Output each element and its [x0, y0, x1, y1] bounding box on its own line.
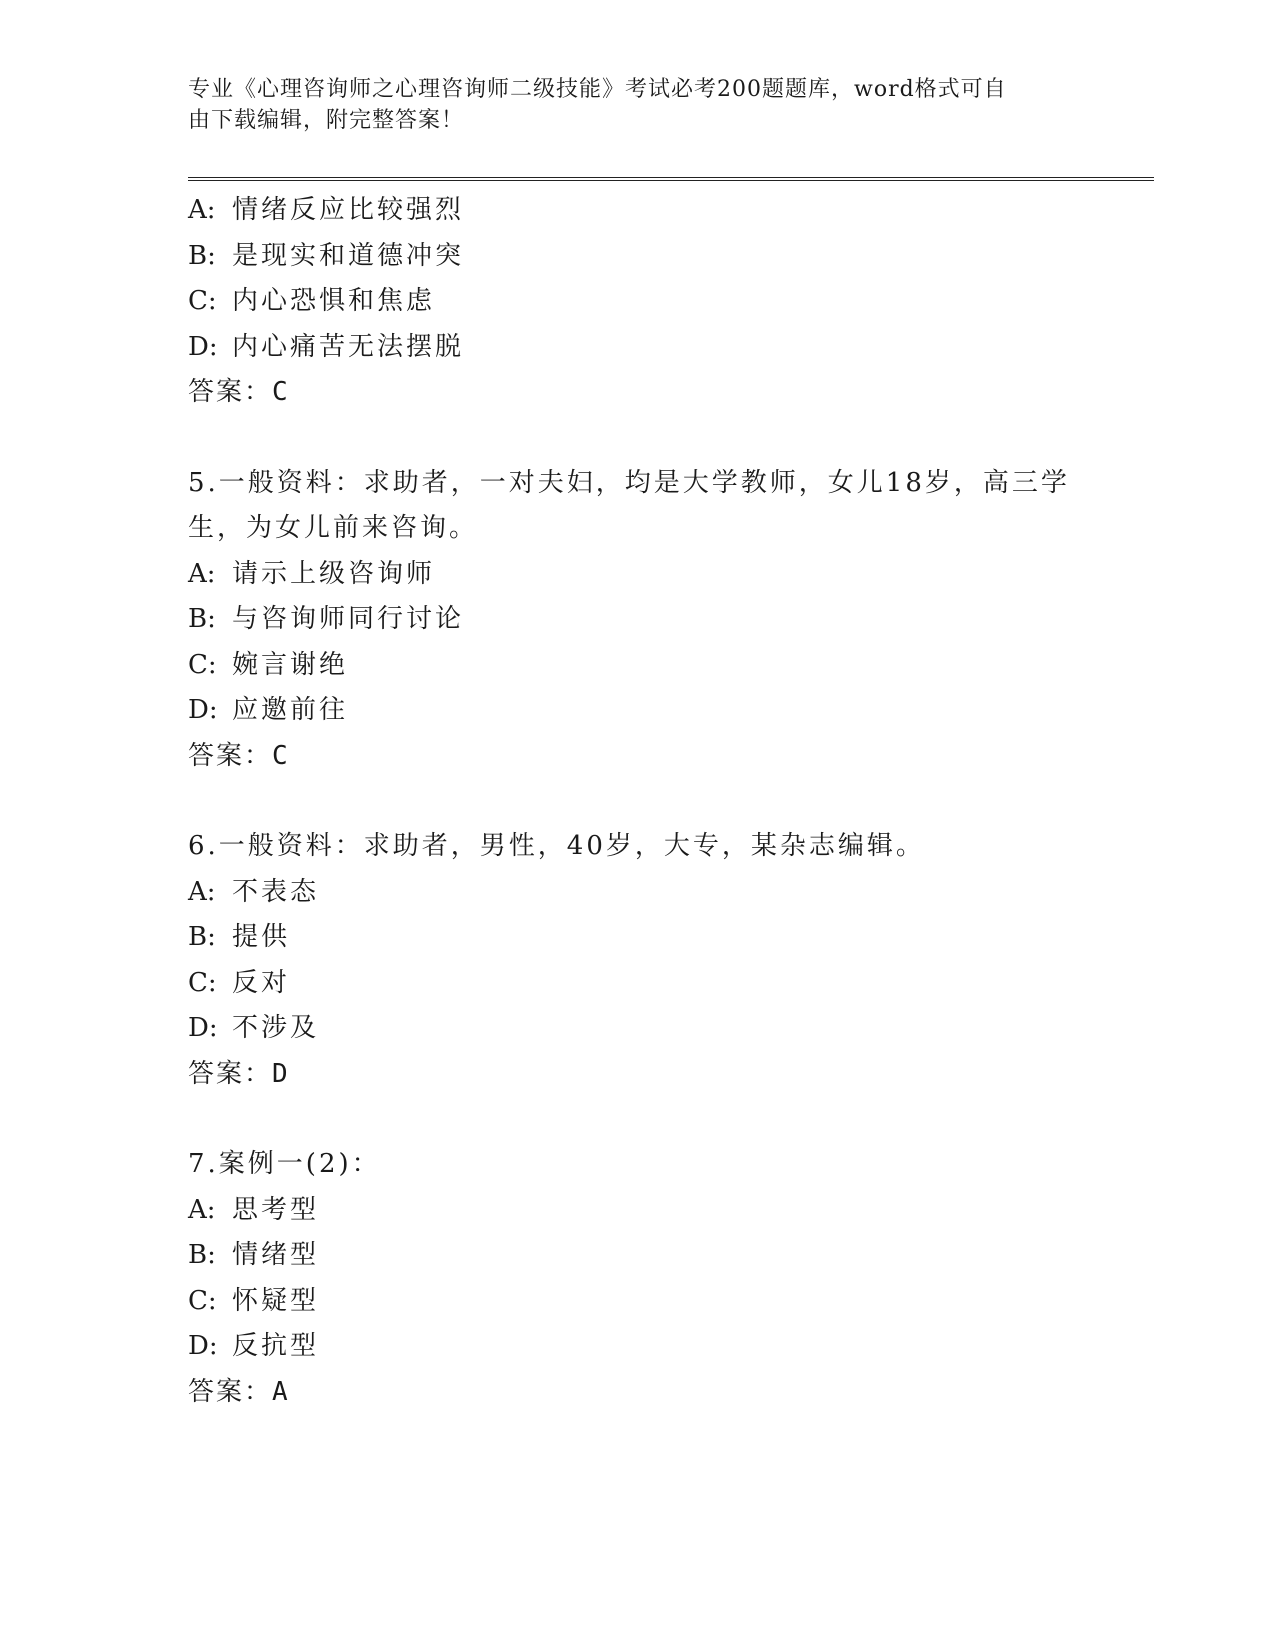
- option-text: 内心恐惧和焦虑: [232, 286, 436, 316]
- option-letter: C:: [188, 967, 217, 998]
- question-list: [188, 188, 1088, 1415]
- option-letter: A:: [188, 876, 216, 907]
- option-letter: A:: [188, 195, 216, 225]
- option-text: 内心痛苦无法摆脱: [232, 331, 465, 362]
- option-c: [188, 643, 1088, 689]
- option-text: 请示上级咨询师: [232, 558, 436, 589]
- question-text-line-1: 5.一般资料：求助者，一对夫妇，均是大学教师，女儿18岁，高三学: [188, 467, 1070, 498]
- option-letter: B:: [188, 922, 216, 952]
- spacer: [188, 779, 1088, 824]
- question-7: [188, 1142, 1088, 1415]
- option-text: 是现实和道德冲突: [232, 240, 465, 271]
- question-text-line-2: 生，为女儿前来咨询。: [188, 513, 479, 543]
- question-text-line-1: 6.一般资料：求助者，男性，40岁，大专，某杂志编辑。: [188, 831, 925, 861]
- option-text: 与咨询师同行讨论: [232, 604, 465, 634]
- option-d: [188, 1324, 1088, 1370]
- option-letter: B:: [188, 1240, 216, 1270]
- answer-value: D: [272, 1058, 290, 1089]
- question-text-line-1: 7.案例一(2)：: [188, 1149, 381, 1179]
- option-b: [188, 1233, 1088, 1279]
- option-text: 情绪型: [232, 1240, 320, 1270]
- option-letter: D:: [188, 1331, 218, 1361]
- answer-label: 答案：: [188, 1376, 273, 1407]
- option-letter: D:: [188, 695, 218, 725]
- answer-line: [188, 734, 1088, 780]
- option-text: 反抗型: [232, 1331, 320, 1361]
- option-a: [188, 188, 1088, 234]
- header-line-1: 专业《心理咨询师之心理咨询师二级技能》考试必考200题题库，word格式可自: [188, 77, 1007, 102]
- answer-line: [188, 1052, 1088, 1098]
- spacer: [188, 416, 1088, 461]
- header-divider: [188, 177, 1154, 181]
- option-letter: D:: [188, 331, 218, 362]
- option-d: [188, 325, 1088, 371]
- option-text: 婉言谢绝: [232, 649, 349, 680]
- option-text: 思考型: [232, 1194, 320, 1225]
- option-text: 反对: [232, 967, 291, 998]
- answer-value: A: [272, 1376, 290, 1407]
- question-5: [188, 461, 1088, 780]
- option-letter: C:: [188, 286, 217, 316]
- answer-label: 答案：: [188, 740, 273, 771]
- option-text: 提供: [232, 922, 291, 952]
- option-c: [188, 961, 1088, 1007]
- option-letter: C:: [188, 649, 217, 680]
- option-text: 不涉及: [232, 1013, 320, 1043]
- answer-label: 答案：: [188, 377, 273, 407]
- answer-value: C: [272, 740, 290, 771]
- option-letter: C:: [188, 1285, 217, 1316]
- question-6: [188, 824, 1088, 1097]
- option-text: 不表态: [232, 876, 320, 907]
- option-d: [188, 1006, 1088, 1052]
- option-b: [188, 234, 1088, 280]
- option-a: [188, 870, 1088, 916]
- option-text: 情绪反应比较强烈: [232, 195, 465, 225]
- document-header: [188, 74, 1068, 136]
- option-letter: A:: [188, 1194, 216, 1225]
- option-b: [188, 597, 1088, 643]
- option-letter: A:: [188, 558, 216, 589]
- answer-value: C: [272, 377, 290, 407]
- option-text: 怀疑型: [232, 1285, 320, 1316]
- option-b: [188, 915, 1088, 961]
- option-letter: B:: [188, 604, 216, 634]
- option-letter: B:: [188, 240, 216, 271]
- answer-line: [188, 1370, 1088, 1416]
- option-c: [188, 279, 1088, 325]
- option-text: 应邀前往: [232, 695, 349, 725]
- header-line-2: 由下载编辑，附完整答案！: [188, 108, 465, 133]
- question-4: [188, 188, 1088, 416]
- answer-label: 答案：: [188, 1058, 273, 1089]
- option-c: [188, 1279, 1088, 1325]
- option-d: [188, 688, 1088, 734]
- option-a: [188, 552, 1088, 598]
- option-letter: D:: [188, 1013, 218, 1043]
- answer-line: [188, 370, 1088, 416]
- spacer: [188, 1097, 1088, 1142]
- option-a: [188, 1188, 1088, 1234]
